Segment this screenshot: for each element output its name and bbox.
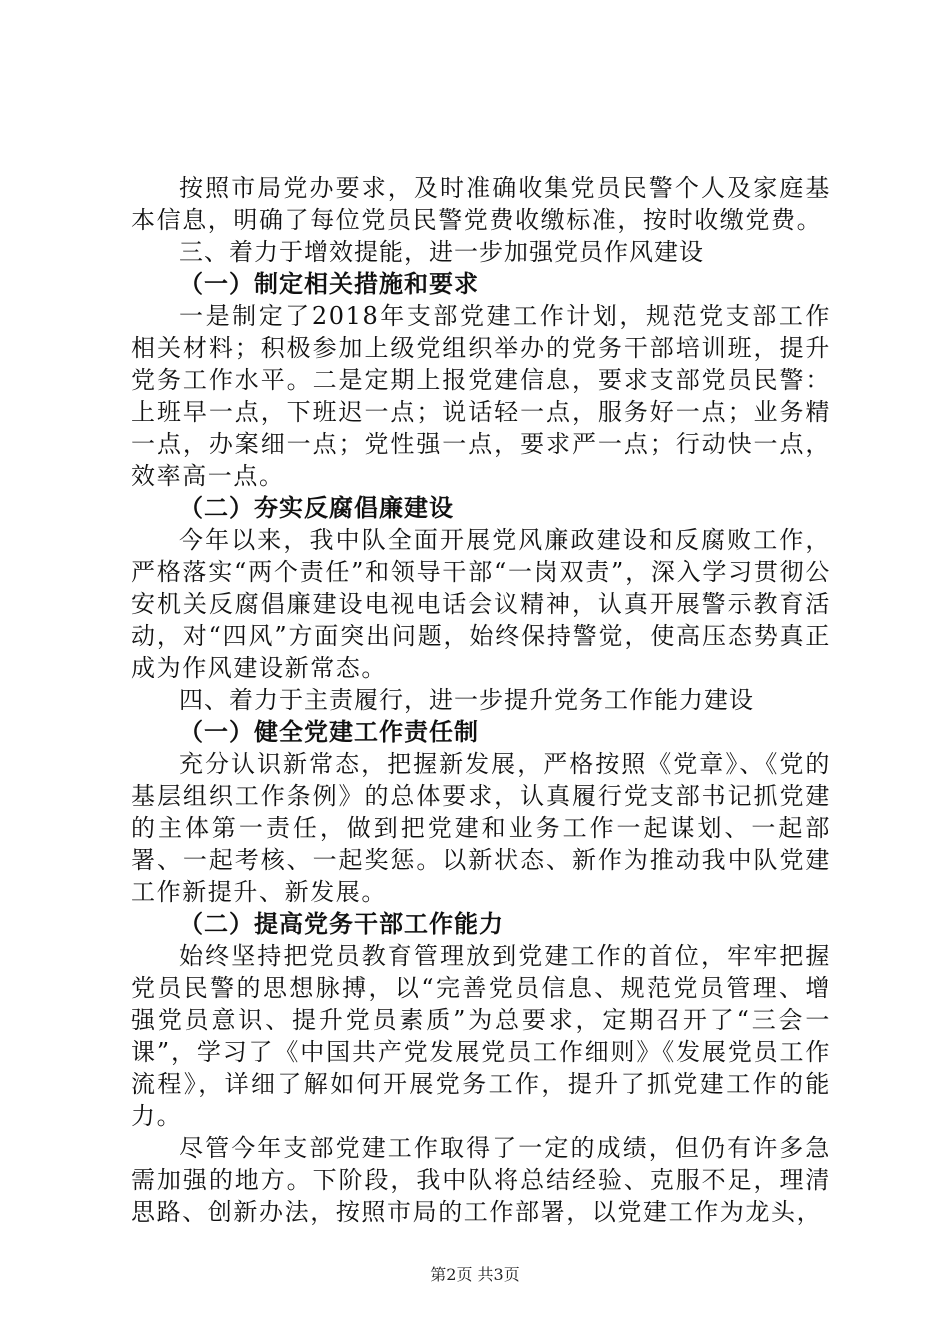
page-footer: 第2页 共3页 — [430, 1265, 520, 1284]
paragraph-capability: 始终坚持把党员教育管理放到党建工作的首位，牢牢把握党员民警的思想脉搏，以“完善党员信息、规范党员管理、增强党员意识、提升党员素质”为总要求，定期召开了“三会一课”，学习了《中国共产党发展党员工作细则》《发展党员工作流程》，详细了解如何开展党务工作，提升了抓党建工作的能力。 — [131, 942, 831, 1130]
paragraph-work-plan: 一是制定了2018年支部党建工作计划，规范党支部工作相关材料；积极参加上级党组织举办的党务干部培训班，提升党务工作水平。二是定期上报党建信息，要求支部党员民警：上班早一点，下班迟一点；说话轻一点，服务好一点；业务精一点，办案细一点；党性强一点，要求严一点；行动快一点，效率高一点。 — [131, 302, 831, 490]
paragraph-party-fee: 按照市局党办要求，及时准确收集党员民警个人及家庭基本信息，明确了每位党员民警党费收缴标准，按时收缴党费。 — [131, 174, 831, 234]
paragraph-responsibility: 充分认识新常态，把握新发展，严格按照《党章》、《党的基层组织工作条例》的总体要求，认真履行党支部书记抓党建的主体第一责任，做到把党建和业务工作一起谋划、一起部署、一起考核、一起奖惩。以新状态、新作为推动我中队党建工作新提升、新发展。 — [131, 750, 831, 906]
subheading-anti-corruption: （二）夯实反腐倡廉建设 — [179, 494, 454, 522]
paragraph-anti-corruption: 今年以来，我中队全面开展党风廉政建设和反腐败工作，严格落实“两个责任”和领导干部“一岗双责”，深入学习贯彻公安机关反腐倡廉建设电视电话会议精神，认真开展警示教育活动，对“四风”方面突出问题，始终保持警觉，使高压态势真正成为作风建设新常态。 — [131, 526, 831, 682]
document-body — [131, 172, 831, 1228]
section-heading-three: 三、着力于增效提能，进一步加强党员作风建设 — [179, 238, 704, 266]
subheading-measures: （一）制定相关措施和要求 — [179, 270, 479, 298]
section-heading-four: 四、着力于主责履行，进一步提升党务工作能力建设 — [179, 686, 754, 714]
subheading-capability: （二）提高党务干部工作能力 — [179, 910, 504, 938]
subheading-responsibility: （一）健全党建工作责任制 — [179, 718, 479, 746]
paragraph-conclusion: 尽管今年支部党建工作取得了一定的成绩，但仍有许多急需加强的地方。下阶段，我中队将总结经验、克服不足，理清思路、创新办法，按照市局的工作部署，以党建工作为龙头， — [131, 1134, 831, 1226]
